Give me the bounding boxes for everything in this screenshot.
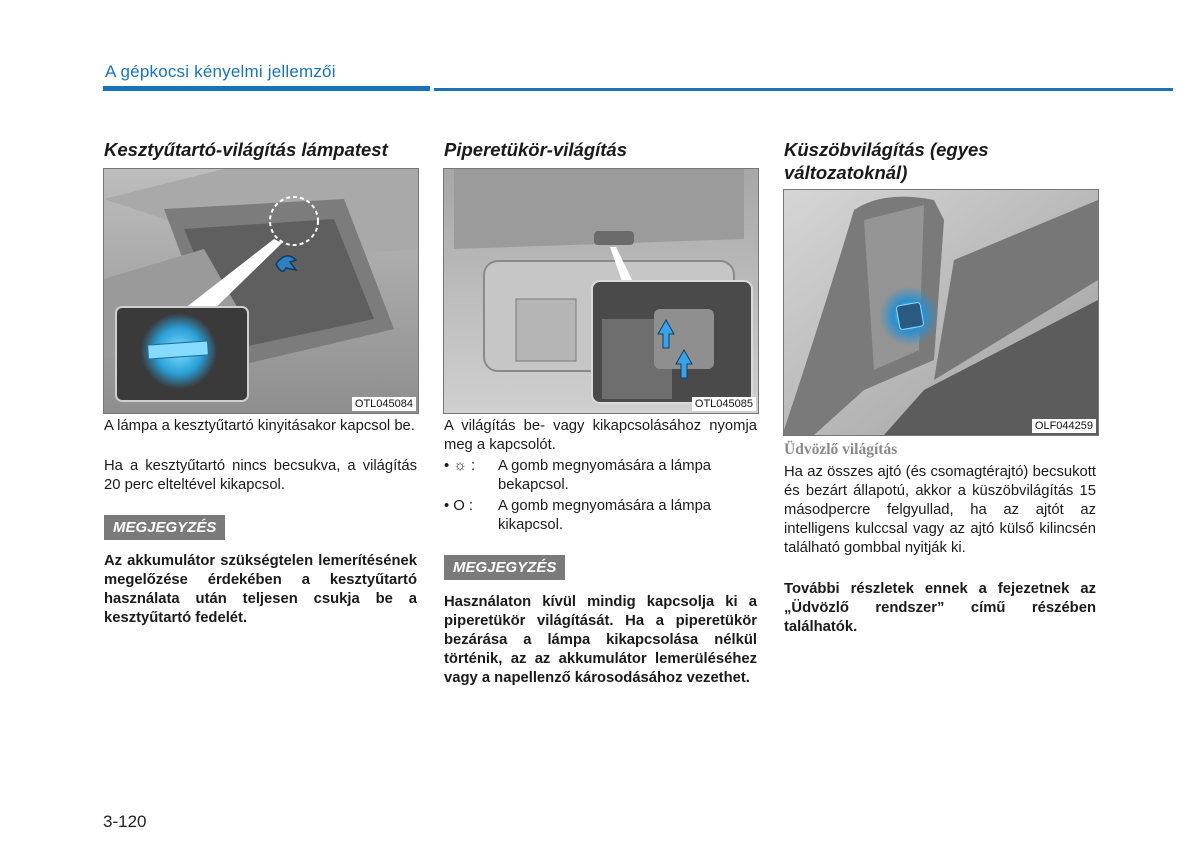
page-number: 3-120 [103, 812, 147, 831]
bullet-on-text: A gomb megnyomására a lámpa bekapcsol. [498, 458, 712, 493]
glovebox-note-text: Az akkumulátor szükségtelen lemerítésének megelőzése érdekében a kesztyűtartó használata után teljesen csukja be a kesztyűtartó fedelét. [104, 553, 417, 626]
glovebox-lamp-heading: Kesztyűtartó-világítás lámpatest [104, 139, 388, 160]
glovebox-illustration [104, 169, 418, 413]
puddle-lamp-heading [784, 138, 1104, 184]
puddle-lamp-illustration [784, 190, 1098, 435]
header-rule-right [434, 88, 1173, 91]
glovebox-figure-code: OTL045084 [352, 397, 416, 411]
vanity-mirror-illustration [444, 169, 758, 413]
welcome-light-subheading: Üdvözlő világítás [784, 441, 898, 458]
vanity-mirror-figure-code: OTL045085 [692, 397, 756, 411]
puddle-lamp-figure [783, 189, 1099, 436]
note-label: MEGJEGYZÉS [444, 555, 565, 580]
vanity-mirror-heading: Piperetükör-világítás [444, 139, 628, 160]
glovebox-para-2: Ha a kesztyűtartó nincs becsukva, a világítás 20 perc elteltével kikapcsol. [104, 458, 417, 493]
bullet-on-mark: • ☼ : [444, 458, 476, 474]
bullet-off-text: A gomb megnyomására a lámpa kikapcsol. [498, 498, 712, 533]
chapter-title: A gépkocsi kényelmi jellemzői [105, 62, 336, 81]
bullet-off [444, 497, 757, 535]
vanity-mirror-para-1: A világítás be- vagy kikapcsolásához nyomja meg a kapcsolót. [444, 418, 757, 453]
puddle-lamp-figure-code: OLF044259 [1032, 419, 1096, 433]
header-rule-left [103, 86, 430, 91]
vanity-mirror-bullet-list [444, 457, 757, 535]
bullet-on [444, 457, 757, 495]
vanity-mirror-note-text: Használaton kívül mindig kapcsolja ki a piperetükör világítását. Ha a piperetükör bezárása a lámpa kikapcsolása nélkül történik, az az akkumulátor lemerüléséhez vagy a napellenző károsodásához vezethet. [444, 594, 757, 686]
glovebox-figure [103, 168, 419, 414]
puddle-lamp-heading-line-2: változatoknál) [784, 162, 908, 183]
puddle-lamp-heading-line-1: Küszöbvilágítás (egyes [784, 139, 989, 160]
puddle-lamp-para-1: Ha az összes ajtó (és csomagtérajtó) becsukott és bezárt állapotú, akkor a küszöbvilágítás 15 másodpercre felgyullad, ha az ajtót az intelligens kulccsal vagy az ajtó külső kilincsén található gombbal nyitják ki. [784, 464, 1096, 556]
note-badge-1 [104, 515, 225, 540]
puddle-lamp-para-2: További részletek ennek a fejezetnek az „Üdvözlő rendszer” című részében találhatók. [784, 581, 1096, 635]
bullet-off-mark: • O : [444, 498, 474, 514]
vanity-mirror-figure [443, 168, 759, 414]
glovebox-para-1: A lámpa a kesztyűtartó kinyitásakor kapcsol be. [104, 418, 415, 434]
note-label: MEGJEGYZÉS [104, 515, 225, 540]
note-badge-2 [444, 555, 565, 580]
